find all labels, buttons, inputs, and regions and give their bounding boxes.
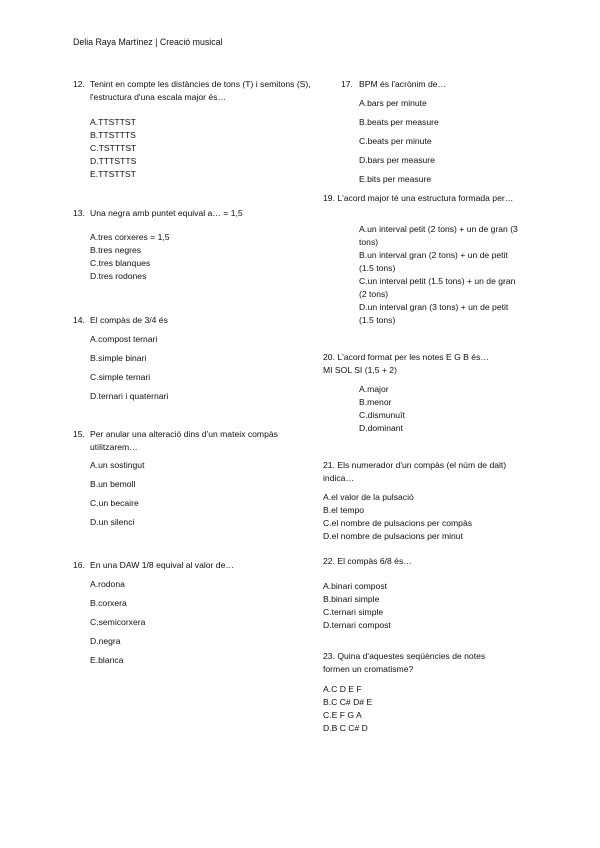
q15-option-b[interactable]: B.un bemoll: [90, 479, 136, 489]
q23-option-c[interactable]: C.E F G A: [323, 710, 362, 720]
page-header: Delia Raya Martínez | Creació musical: [73, 37, 223, 47]
q17-option-c[interactable]: C.beats per minute: [359, 136, 432, 146]
question-21: 21. Els numerador d'un compàs (el núm de dalt) indica…: [323, 460, 507, 483]
q23-option-b[interactable]: B.C C# D# E: [323, 697, 373, 707]
q17-option-e[interactable]: E.bits per measure: [359, 174, 432, 184]
q17-option-a[interactable]: A.bars per minute: [359, 98, 427, 108]
question-20: 20. L'acord format per les notes E G B és…: [323, 352, 489, 362]
q16-option-d[interactable]: D.negra: [90, 636, 121, 646]
q13-option-a[interactable]: A.tres corxeres = 1,5: [90, 232, 170, 242]
question-14-text: El compàs de 3/4 és: [90, 315, 168, 325]
q12-option-e[interactable]: E.TTSTTST: [90, 169, 136, 179]
question-14-number: 14.: [73, 315, 85, 325]
q13-option-b[interactable]: B.tres negres: [90, 245, 142, 255]
question-13-text: Una negra amb puntet equival a… = 1,5: [90, 208, 243, 218]
q20-option-d[interactable]: D.dominant: [359, 423, 403, 433]
q19-option-b[interactable]: B.un interval gran (2 tons) + un de petit (1.5 tons): [359, 250, 508, 273]
question-13: [73, 207, 313, 220]
q13-option-c[interactable]: C.tres blanques: [90, 258, 151, 268]
q15-option-a[interactable]: A.un sostingut: [90, 460, 145, 470]
q20-option-a[interactable]: A.major: [359, 384, 389, 394]
question-19: 19. L'acord major té una estructura formada per…: [323, 193, 514, 203]
question-16-text: En una DAW 1/8 equival al valor de…: [90, 560, 234, 570]
q14-option-a[interactable]: A.compost ternari: [90, 334, 158, 344]
q23-option-a[interactable]: A.C D E F: [323, 684, 362, 694]
q22-option-d[interactable]: D.ternari compost: [323, 620, 391, 630]
q21-option-b[interactable]: B.el tempo: [323, 505, 365, 515]
question-15: [73, 428, 313, 454]
q17-option-b[interactable]: B.beats per measure: [359, 117, 439, 127]
q14-option-b[interactable]: B.simple binari: [90, 353, 147, 363]
question-20-subtext: MI SOL SI (1,5 + 2): [323, 365, 397, 375]
q15-option-d[interactable]: D.un silenci: [90, 517, 135, 527]
q12-option-c[interactable]: C.TSTTTST: [90, 143, 137, 153]
q17-option-d[interactable]: D.bars per measure: [359, 155, 435, 165]
q16-option-b[interactable]: B.corxera: [90, 598, 127, 608]
q20-option-c[interactable]: C.dismunuït: [359, 410, 405, 420]
q15-option-c[interactable]: C.un becaire: [90, 498, 139, 508]
question-16-number: 16.: [73, 560, 85, 570]
q12-option-b[interactable]: B.TTSTTTS: [90, 130, 136, 140]
q21-option-d[interactable]: D.el nombre de pulsacions per minut: [323, 531, 463, 541]
q20-option-b[interactable]: B.menor: [359, 397, 392, 407]
q21-option-a[interactable]: A.el valor de la pulsació: [323, 492, 414, 502]
q16-option-c[interactable]: C.semicorxera: [90, 617, 146, 627]
question-23: 23. Quina d'aquestes seqüències de notes formen un cromatisme?: [323, 651, 486, 674]
question-15-text: Per anular una alteració dins d'un mateix compàs utilitzarem…: [90, 429, 278, 452]
q19-option-d[interactable]: D.un interval gran (3 tons) + un de petit (1.5 tons): [359, 302, 509, 325]
question-14: [73, 314, 313, 327]
question-22: 22. El compàs 6/8 és…: [323, 556, 412, 566]
question-12-number: 12.: [73, 79, 85, 89]
q19-option-a[interactable]: A.un interval petit (2 tons) + un de gran (3 tons): [359, 224, 518, 247]
question-12: [73, 78, 313, 104]
q19-option-c[interactable]: C.un interval petit (1.5 tons) + un de gran (2 tons): [359, 276, 516, 299]
question-17: [341, 78, 541, 91]
question-16: [73, 559, 313, 572]
q23-option-d[interactable]: D.B C C# D: [323, 723, 368, 733]
q16-option-a[interactable]: A.rodona: [90, 579, 125, 589]
q16-option-e[interactable]: E.blanca: [90, 655, 124, 665]
q22-option-b[interactable]: B.binari simple: [323, 594, 380, 604]
question-17-text: BPM és l'acrònim de…: [359, 79, 447, 89]
q14-option-d[interactable]: D.ternari i quaternari: [90, 391, 169, 401]
q22-option-a[interactable]: A.binari compost: [323, 581, 388, 591]
question-13-number: 13.: [73, 208, 85, 218]
question-12-text: Tenint en compte les distàncies de tons (T) i semitons (S), l'estructura d'una escala major és…: [90, 79, 311, 102]
q21-option-c[interactable]: C.el nombre de pulsacions per compàs: [323, 518, 473, 528]
q22-option-c[interactable]: C.ternari simple: [323, 607, 384, 617]
question-15-number: 15.: [73, 429, 85, 439]
question-17-number: 17.: [341, 79, 353, 89]
q14-option-c[interactable]: C.simple ternari: [90, 372, 151, 382]
q13-option-d[interactable]: D.tres rodones: [90, 271, 147, 281]
q12-option-a[interactable]: A.TTSTTST: [90, 117, 136, 127]
q12-option-d[interactable]: D.TTTSTTS: [90, 156, 137, 166]
